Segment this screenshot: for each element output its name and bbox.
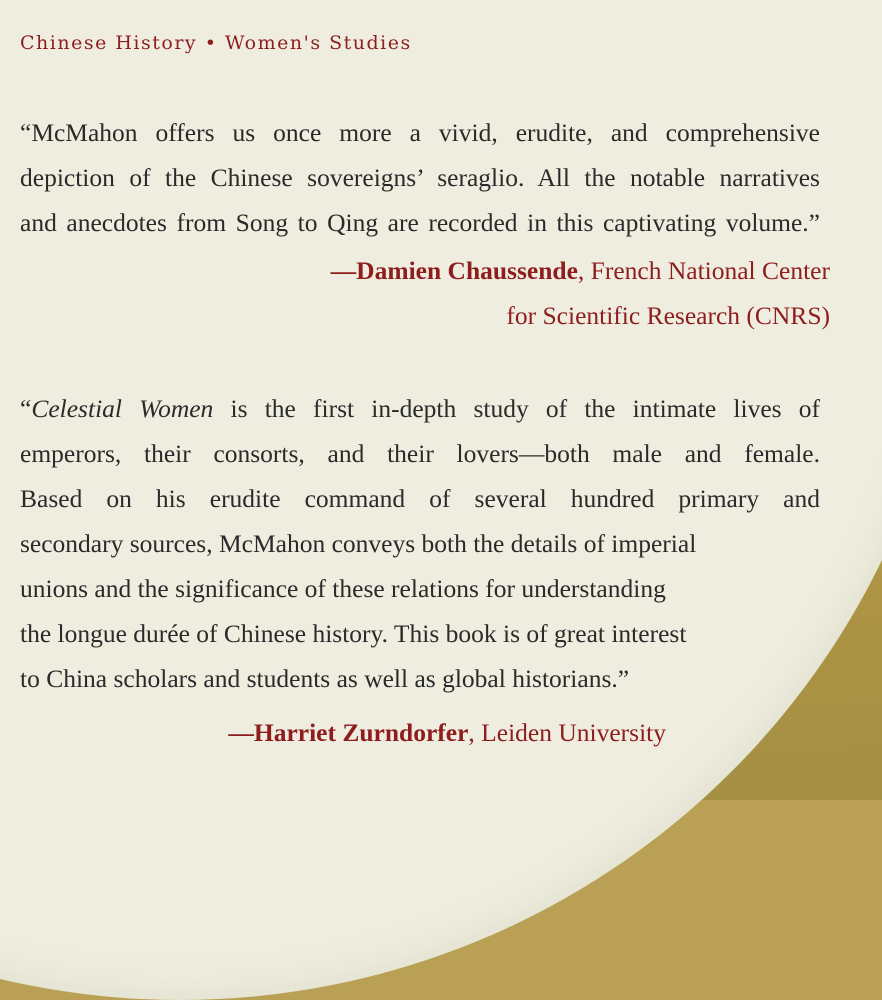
quote2-line-3: Based on his erudite command of several hundred primary and xyxy=(20,484,820,513)
quote1-line-3: and anecdotes from Song to Qing are recorded in this captivating volume.” xyxy=(20,208,820,237)
quote2-affiliation: , Leiden University xyxy=(468,718,666,747)
quote1-affiliation-line2: for Scientific Research (CNRS) xyxy=(506,301,830,330)
quote1-line-2: depiction of the Chinese sovereigns’ seraglio. All the notable narratives xyxy=(20,163,820,192)
quote2-author-name: —Harriet Zurndorfer xyxy=(228,718,469,747)
quote2-line-5: unions and the significance of these relations for understanding xyxy=(20,574,666,603)
blurb-quote-2 xyxy=(20,386,820,701)
quote1-line-1: “McMahon offers us once more a vivid, erudite, and comprehensive xyxy=(20,118,820,147)
quote2-line-2: emperors, their consorts, and their lovers—both male and female. xyxy=(20,439,820,468)
quote2-line-1 xyxy=(20,386,820,431)
quote2-open-quote: “ xyxy=(20,394,32,423)
quote1-affiliation-line1: , French National Center xyxy=(577,256,830,285)
quote1-attribution-cont xyxy=(506,293,830,338)
category-label: Chinese History • Women's Studies xyxy=(20,32,412,54)
quote2-attribution xyxy=(228,710,666,755)
quote1-attribution xyxy=(331,248,830,293)
blurb-quote-1 xyxy=(20,110,820,245)
quote2-line-1-rest: is the first in-depth study of the intimate lives of xyxy=(213,394,820,423)
quote2-book-title: Celestial Women xyxy=(31,394,214,423)
quote2-line-7: to China scholars and students as well as global historians.” xyxy=(20,664,630,693)
quote1-author-name: —Damien Chaussende xyxy=(330,256,578,285)
quote2-line-4: secondary sources, McMahon conveys both the details of imperial xyxy=(20,529,697,558)
quote2-line-6: the longue durée of Chinese history. This book is of great interest xyxy=(20,619,687,648)
